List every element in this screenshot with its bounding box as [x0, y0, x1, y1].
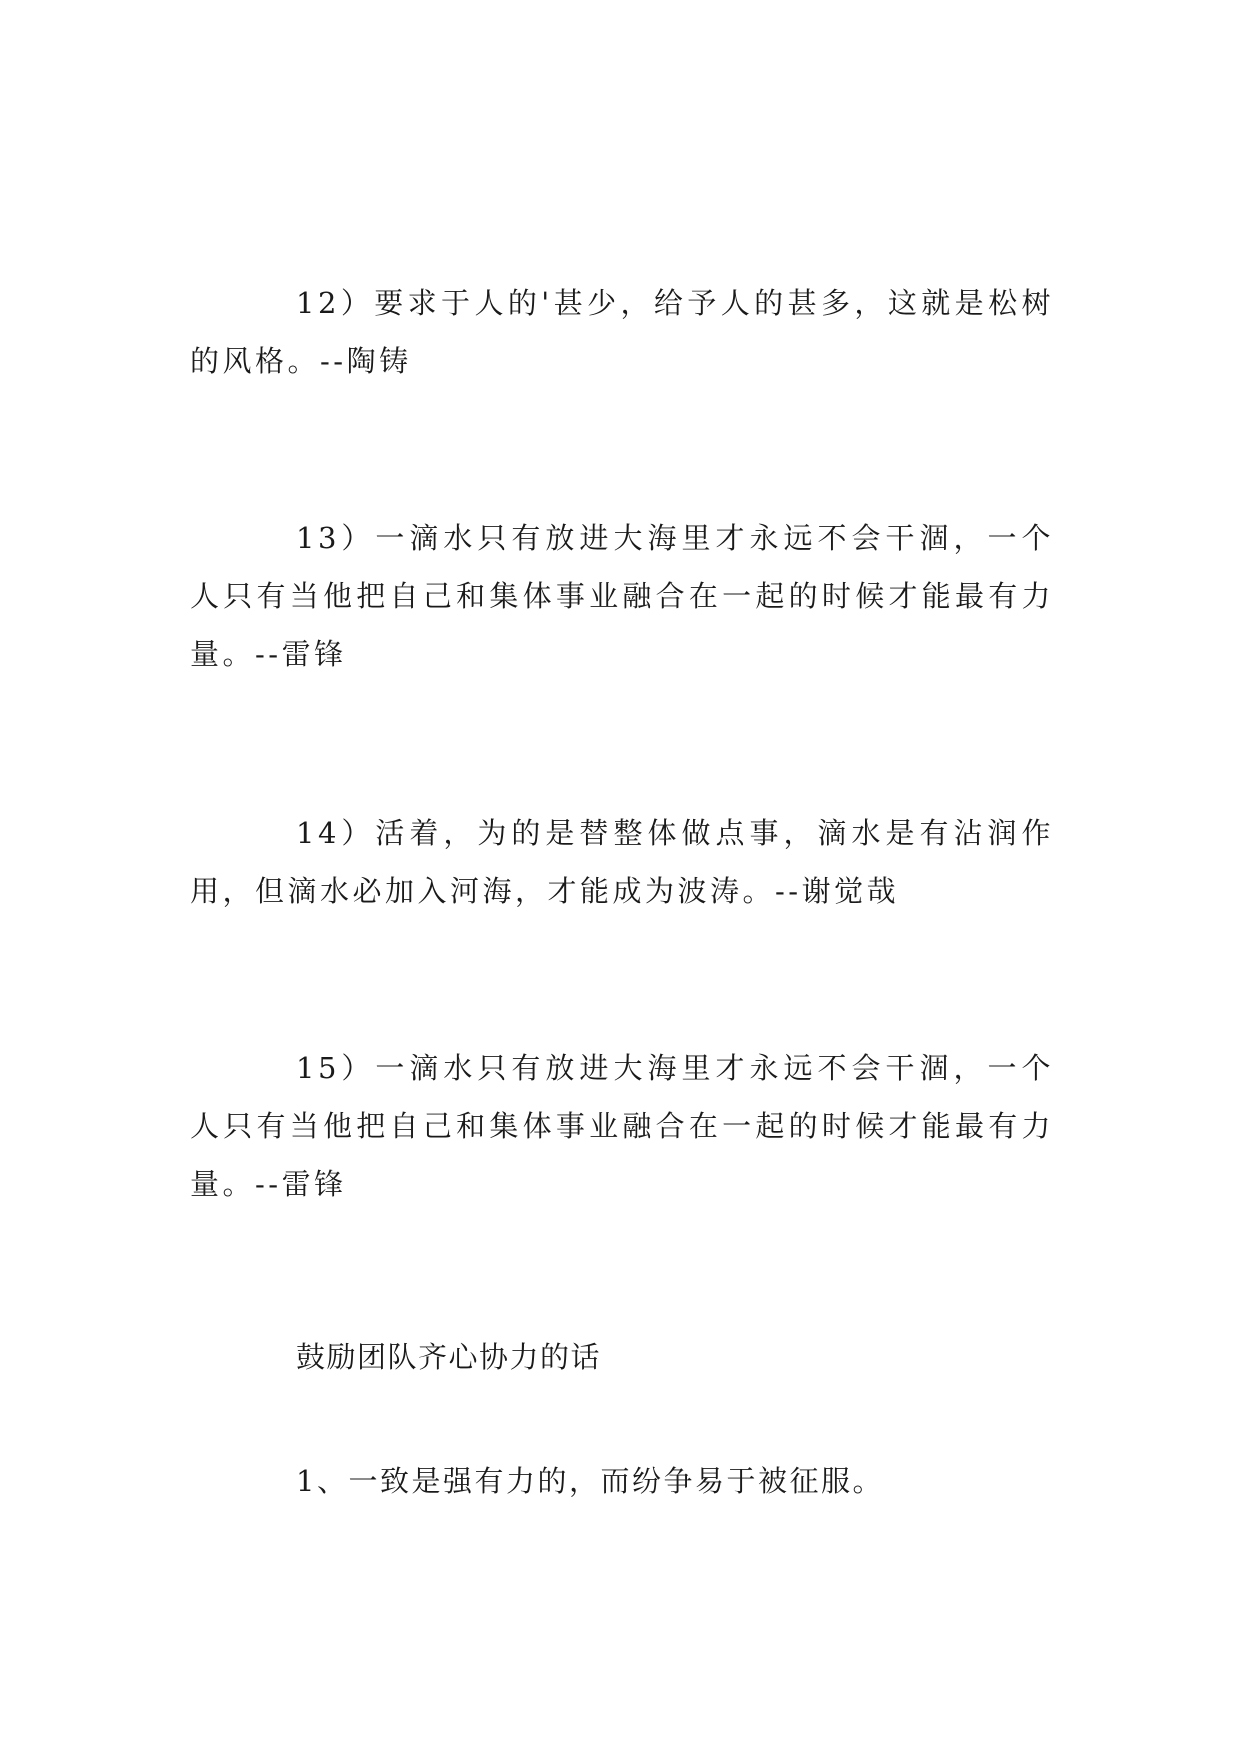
section-heading: 鼓励团队齐心协力的话: [296, 1340, 602, 1374]
quote-paragraph-12: 12）要求于人的'甚少，给予人的甚多，这就是松树的风格。--陶铸: [190, 286, 1054, 378]
quote-paragraph-13: 13）一滴水只有放进大海里才永远不会干涸，一个人只有当他把自己和集体事业融合在一起的时候才能最有力量。--雷锋: [190, 521, 1054, 671]
quote-paragraph-14: 14）活着，为的是替整体做点事，滴水是有沾润作用，但滴水必加入河海，才能成为波涛。--谢觉哉: [190, 816, 1054, 908]
quote-paragraph-15: 15）一滴水只有放进大海里才永远不会干涸，一个人只有当他把自己和集体事业融合在一起的时候才能最有力量。--雷锋: [190, 1051, 1054, 1201]
section-item-1: 1、一致是强有力的，而纷争易于被征服。: [296, 1464, 884, 1498]
